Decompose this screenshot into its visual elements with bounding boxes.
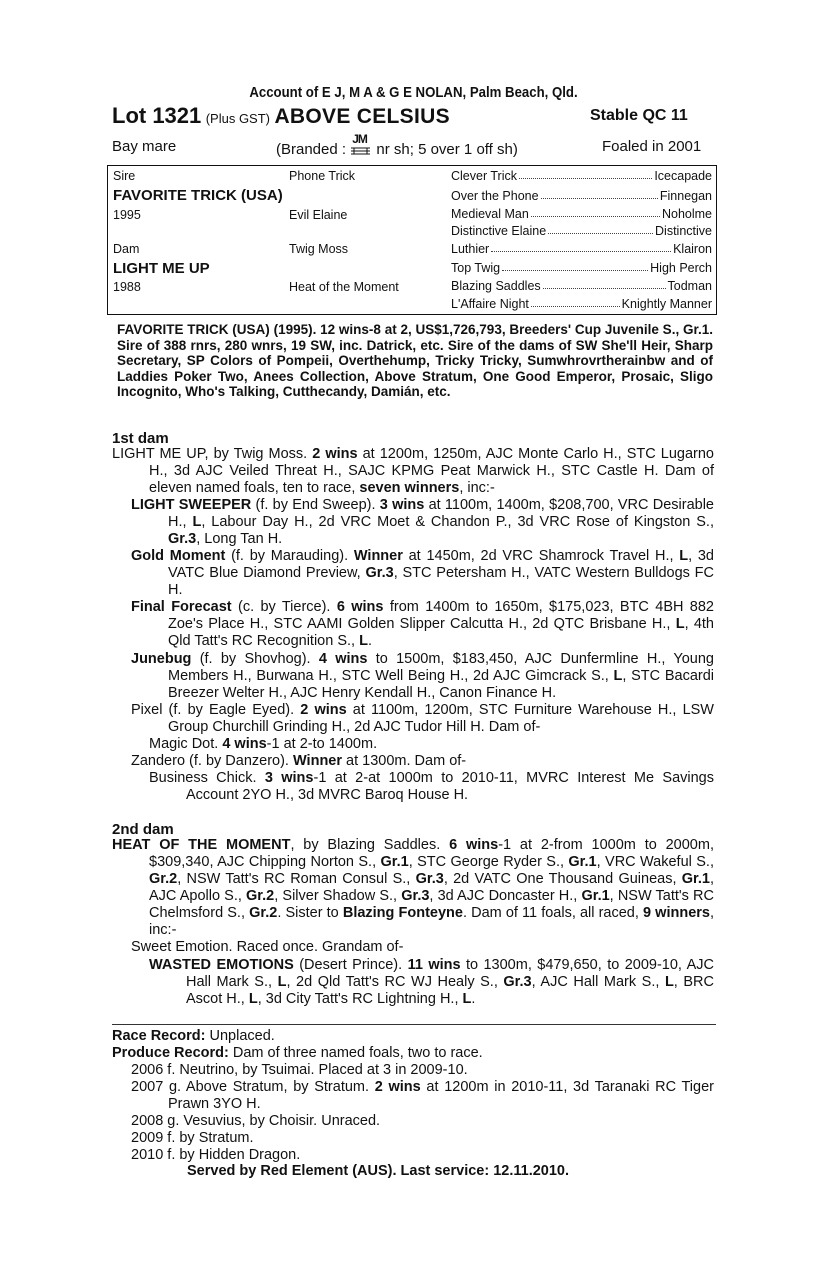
branded-prefix: (Branded : <box>276 141 347 158</box>
progeny-pixel: Pixel (f. by Eagle Eyed). 2 wins at 1100m, 1200m, STC Furniture Warehouse H., LSW Group Churchill Grinding H., 2d AJC Tudor Hill H. Dam of- <box>131 702 714 735</box>
sire-dam: Evil Elaine <box>289 208 348 222</box>
stable-code: Stable QC 11 <box>590 107 688 124</box>
second-dam-heading: 2nd dam <box>112 821 174 838</box>
brand-description <box>276 132 518 158</box>
section-divider <box>112 1024 716 1025</box>
lot-number: Lot 1321 <box>112 103 202 128</box>
vendor-account: Account of E J, M A & G E NOLAN, Palm Beach, Qld. <box>249 84 578 101</box>
foaled-year: Foaled in 2001 <box>602 138 702 155</box>
dam-name: LIGHT ME UP <box>113 260 210 277</box>
pedigree-gg-row: Top Twig High Perch <box>451 261 712 275</box>
branded-suffix: nr sh; 5 over 1 off sh) <box>376 141 518 158</box>
progeny-junebug: Junebug (f. by Shovhog). 4 wins to 1500m, $183,450, AJC Dunfermline H., Young Members H., Burwana H., STC Well Being H., 2d AJC Gimcrack S., L, STC Bacardi Breezer Welter H., AJC Henry Kendall H., Canon Finance H. <box>131 651 714 701</box>
horse-name: ABOVE CELSIUS <box>274 105 450 128</box>
first-dam-heading: 1st dam <box>112 430 169 447</box>
second-dam-heat-of-the-moment: HEAT OF THE MOMENT, by Blazing Saddles. 6 wins-1 at 2-from 1000m to 2000m, $309,340, AJC Chipping Norton S., Gr.1, STC George Ryder S., Gr.1, VRC Wakeful S., Gr.2, NSW Tatt's RC Roman Consul S., Gr.3, 2d VATC One Thousand Guineas, Gr.1, AJC Apollo S., Gr.2, Silver Shadow S., Gr.3, 3d AJC Doncaster H., Gr.1, NSW Tatt's RC Chelmsford S., Gr.2. Sister to Blazing Fonteyne. Dam of 11 foals, all raced, 9 winners, inc:- <box>112 837 714 938</box>
served-by: Served by Red Element (AUS). Last service: 12.11.2010. <box>187 1163 570 1179</box>
sire-year: 1995 <box>113 208 141 222</box>
dam-label: Dam <box>113 242 140 256</box>
produce-2010: 2010 f. by Hidden Dragon. <box>131 1147 301 1163</box>
plus-gst: (Plus GST) <box>205 111 271 126</box>
pedigree-gg-row: Clever Trick Icecapade <box>451 169 712 183</box>
race-record: Race Record: Unplaced. <box>112 1028 275 1044</box>
progeny-zandero: Zandero (f. by Danzero). Winner at 1300m. Dam of- <box>131 753 467 769</box>
progeny-light-sweeper: LIGHT SWEEPER (f. by End Sweep). 3 wins at 1100m, 1400m, $208,700, VRC Desirable H., L, Labour Day H., 2d VRC Moet & Chandon P., 3d VRC Rose of Kingston S., Gr.3, Long Tan H. <box>131 497 714 547</box>
sire-label: Sire <box>113 169 136 183</box>
produce-2009: 2009 f. by Stratum. <box>131 1130 254 1146</box>
produce-2008: 2008 g. Vesuvius, by Choisir. Unraced. <box>131 1113 381 1129</box>
pedigree-gg-row: Over the Phone Finnegan <box>451 189 712 203</box>
progeny-gold-moment: Gold Moment (f. by Marauding). Winner at 1450m, 2d VRC Shamrock Travel H., L, 3d VATC Blue Diamond Preview, Gr.3, STC Petersham H., VATC Western Bulldogs FC H. <box>131 548 715 598</box>
brand-mark-icon: JM <box>352 132 367 146</box>
sire-sire: Phone Trick <box>289 169 356 183</box>
pedigree-gg-row: Luthier Klairon <box>451 242 712 256</box>
pedigree-gg-row: Distinctive Elaine Distinctive <box>451 224 712 238</box>
progeny-final-forecast: Final Forecast (c. by Tierce). 6 wins from 1400m to 1650m, $175,023, BTC 4BH 882 Zoe's Place H., STC AAMI Golden Slipper Calcutta H., 2d QTC Brisbane H., L, 4th Qld Tatt's RC Recognition S., L. <box>131 599 715 649</box>
first-dam-intro: LIGHT ME UP, by Twig Moss. 2 wins at 1200m, 1250m, AJC Monte Carlo H., STC Lugarno H., 3d AJC Veiled Threat H., SAJC KPMG Peat Marwick H., STC Castle H. Dam of eleven named foals, ten to race, seven winners, inc:- <box>112 446 714 496</box>
pedigree-table <box>107 165 717 315</box>
dam-sire: Twig Moss <box>289 242 349 256</box>
second-dam-wasted-emotions: WASTED EMOTIONS (Desert Prince). 11 wins to 1300m, $479,650, to 2009-10, AJC Hall Mark S., L, 2d Qld Tatt's RC WJ Healy S., Gr.3, AJC Hall Mark S., L, BRC Ascot H., L, 3d City Tatt's RC Lightning H., L. <box>149 957 714 1007</box>
progeny-business-chick: Business Chick. 3 wins-1 at 2-at 1000m to 2010-11, MVRC Interest Me Savings Account 2YO H., 3d MVRC Baroq House H. <box>149 770 714 803</box>
produce-2006: 2006 f. Neutrino, by Tsuimai. Placed at 3 in 2009-10. <box>131 1062 468 1078</box>
produce-record: Produce Record: Dam of three named foals, two to race. <box>112 1045 483 1061</box>
progeny-magic-dot: Magic Dot. 4 wins-1 at 2-to 1400m. <box>149 736 378 752</box>
dam-dam: Heat of the Moment <box>289 280 399 294</box>
colour-sex: Bay mare <box>112 138 177 155</box>
sire-name: FAVORITE TRICK (USA) <box>113 187 283 204</box>
sire-summary: FAVORITE TRICK (USA) (1995). 12 wins-8 at 2, US$1,726,793, Breeders' Cup Juvenile S., Gr.1. Sire of 388 rnrs, 280 wnrs, 19 SW, inc. Datrick, etc. Sire of the dams of SW She'll Heir, Sharp Secretary, SP Colors of Pompeii, Overthehump, Tricky Tricky, Sumwhrovrtherainbw and of Laddies Poker Two, Anees Collection, Above Stratum, One Good Emperor, Prosaic, Sligo Incognito, Who's Talking, Cutthecandy, Damián, etc. <box>117 322 713 400</box>
pedigree-gg-row: Blazing Saddles Todman <box>451 279 712 293</box>
produce-2007: 2007 g. Above Stratum, by Stratum. 2 wins at 1200m in 2010-11, 3d Taranaki RC Tiger Prawn 3YO H. <box>131 1079 714 1112</box>
second-dam-sweet-emotion: Sweet Emotion. Raced once. Grandam of- <box>131 939 404 955</box>
dam-year: 1988 <box>113 280 141 294</box>
pedigree-gg-row: Medieval Man Noholme <box>451 207 712 221</box>
pedigree-gg-row: L'Affaire Night Knightly Manner <box>451 297 712 311</box>
